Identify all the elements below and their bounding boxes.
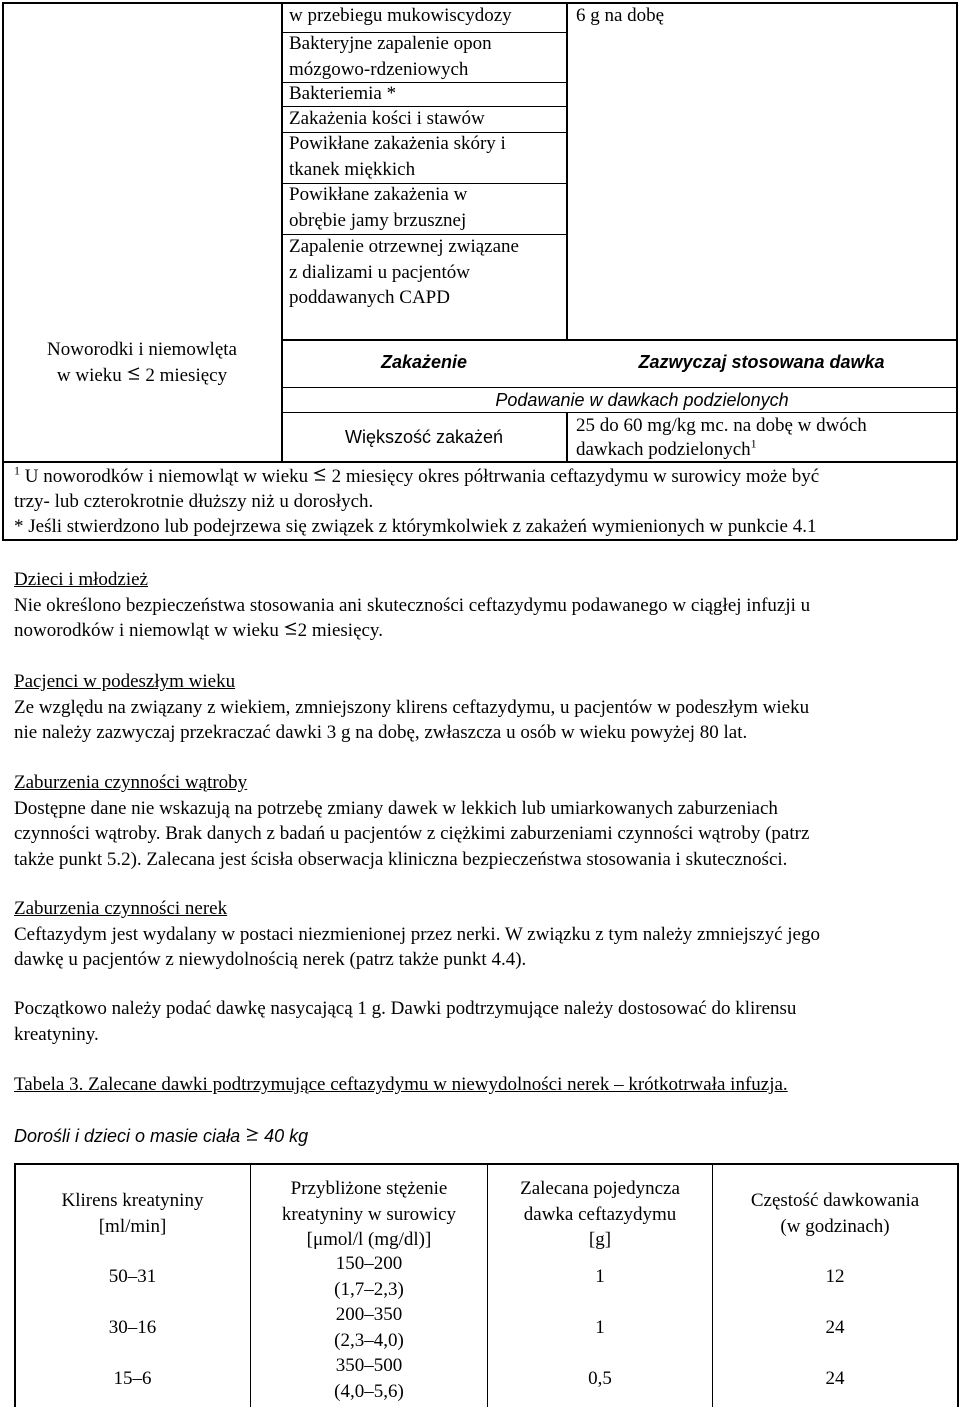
th-frequency: Częstość dawkowania (w godzinach) (750, 1190, 920, 1237)
table-row: 30–16 (108, 1317, 157, 1338)
liver-text: także punkt 5.2). Zalecana jest ścisła obserwacja kliniczna bezpieczeństwa stosowania i skuteczności. (14, 848, 788, 870)
th-concentration: Przybliżone stężenie kreatyniny w surowicy [μmol/l (mg/dl)] (281, 1178, 457, 1250)
age-group-line2: w wieku 2 miesięcy (56, 364, 228, 386)
header-dose: Zazwyczaj stosowana dawka (638, 352, 885, 372)
header-infection: Zakażenie (380, 352, 468, 372)
table-row: 150–200 (1,7–2,3) (334, 1253, 404, 1300)
footnote-1: $^1$ U noworodków i niemowląt w wieku 2 miesięcy okres półtrwania ceftazydymu w surowicy może być trzy- lub czterokrotnie dłuższy niż u dorosłych. * Jeśli stwierdzono lub podejrzewa się związek z którymkolwiek z zakażeń wymienionych w punkcie 4.1 (14, 464, 949, 539)
adults-subtitle: Dorośli i dzieci o masie ciała 40 kg (14, 1126, 309, 1146)
elderly-section (14, 669, 949, 746)
table-row: 0,5 (588, 1368, 612, 1389)
elderly-text: Ze względu na związany z wiekiem, zmniejszony klirens ceftazydymu, u pacjentów w podeszłym wieku (14, 696, 810, 718)
infection-row: Bakteriemia * (289, 83, 397, 104)
table3-caption: Tabela 3. Zalecane dawki podtrzymujące ceftazydymu w niewydolności nerek – krótkotrwała infuzja. (14, 1074, 788, 1095)
infection-row: Zapalenie otrzewnej związane z dializami u pacjentów poddawanych CAPD (289, 236, 519, 308)
table-row: 350–500 (4,0–5,6) (334, 1355, 404, 1402)
age-group-label (3, 337, 281, 388)
children-section (14, 567, 949, 644)
kidney-heading: Zaburzenia czynności nerek (14, 898, 228, 919)
less-equal-icon (313, 465, 327, 479)
infection-row: Powikłane zakażenia w obrębie jamy brzusznej (289, 184, 468, 231)
table-row: 1 (595, 1317, 605, 1338)
liver-section (14, 770, 949, 872)
children-text: Nie określono bezpieczeństwa stosowania ani skuteczności ceftazydymu podawanego w ciągłej infuzji u (14, 594, 811, 616)
table-row: 15–6 (113, 1368, 152, 1389)
children-heading: Dzieci i młodzież (14, 569, 148, 590)
liver-heading: Zaburzenia czynności wątroby (14, 772, 248, 793)
less-equal-icon (127, 364, 141, 378)
kidney-section (14, 896, 949, 973)
infection-row: Bakteryjne zapalenie opon mózgowo-rdzeniowych (289, 33, 492, 80)
kidney-text: Ceftazydym jest wydalany w postaci niezmienionej przez nerki. W związku z tym należy zmniejszyć jego (14, 923, 820, 945)
most-dose: 25 do 60 mg/kg mc. na dobę w dwóch dawkach podzielonych$^1$ (576, 415, 867, 460)
table-row: 12 (825, 1266, 845, 1287)
initial-dose-text: Początkowo należy podać dawkę nasycającą 1 g. Dawki podtrzymujące należy dostosować do klirensu kreatyniny. (14, 998, 797, 1045)
infection-row: Zakażenia kości i stawów (289, 108, 485, 129)
th-clearance: Klirens kreatyniny [ml/min] (61, 1190, 204, 1237)
th-dose: Zalecana pojedyncza dawka ceftazydymu [g] (520, 1178, 680, 1250)
elderly-text: nie należy zazwyczaj przekraczać dawki 3 g na dobę, zwłaszcza u osób w wieku powyżej 80 lat. (14, 722, 748, 743)
liver-text: Dostępne dane nie wskazują na potrzebę zmiany dawek w lekkich lub umiarkowanych zaburzeniach (14, 797, 778, 819)
children-text: noworodków i niemowląt w wieku 2 miesięcy. (14, 620, 383, 641)
table-row: 1 (595, 1266, 605, 1287)
table-row: 24 (825, 1317, 845, 1338)
footnote-2: * Jeśli stwierdzono lub podejrzewa się związek z którymkolwiek z zakażeń wymienionych w punkcie 4.1 (14, 516, 817, 537)
table-row: 24 (825, 1368, 845, 1389)
elderly-heading: Pacjenci w podeszłym wieku (14, 671, 236, 692)
infection-row: w przebiegu mukowiscydozy (289, 5, 512, 26)
table-row: 200–350 (2,3–4,0) (334, 1304, 404, 1351)
infection-row: Powikłane zakażenia skóry i tkanek miękkich (289, 133, 506, 180)
age-group-line1: Noworodki i niemowlęta (47, 339, 237, 360)
kidney-text: dawkę u pacjentów z niewydolnością nerek (patrz także punkt 4.4). (14, 949, 527, 970)
greater-equal-icon (245, 1125, 259, 1139)
top-dose: 6 g na dobę (576, 5, 665, 26)
subheader: Podawanie w dawkach podzielonych (495, 390, 789, 410)
most-infections: Większość zakażeń (344, 427, 504, 447)
less-equal-icon (284, 619, 298, 633)
liver-text: czynności wątroby. Brak danych z badań u pacjentów z ciężkimi zaburzeniami czynności wątroby (patrz (14, 823, 810, 844)
table-row: 50–31 (108, 1266, 157, 1287)
